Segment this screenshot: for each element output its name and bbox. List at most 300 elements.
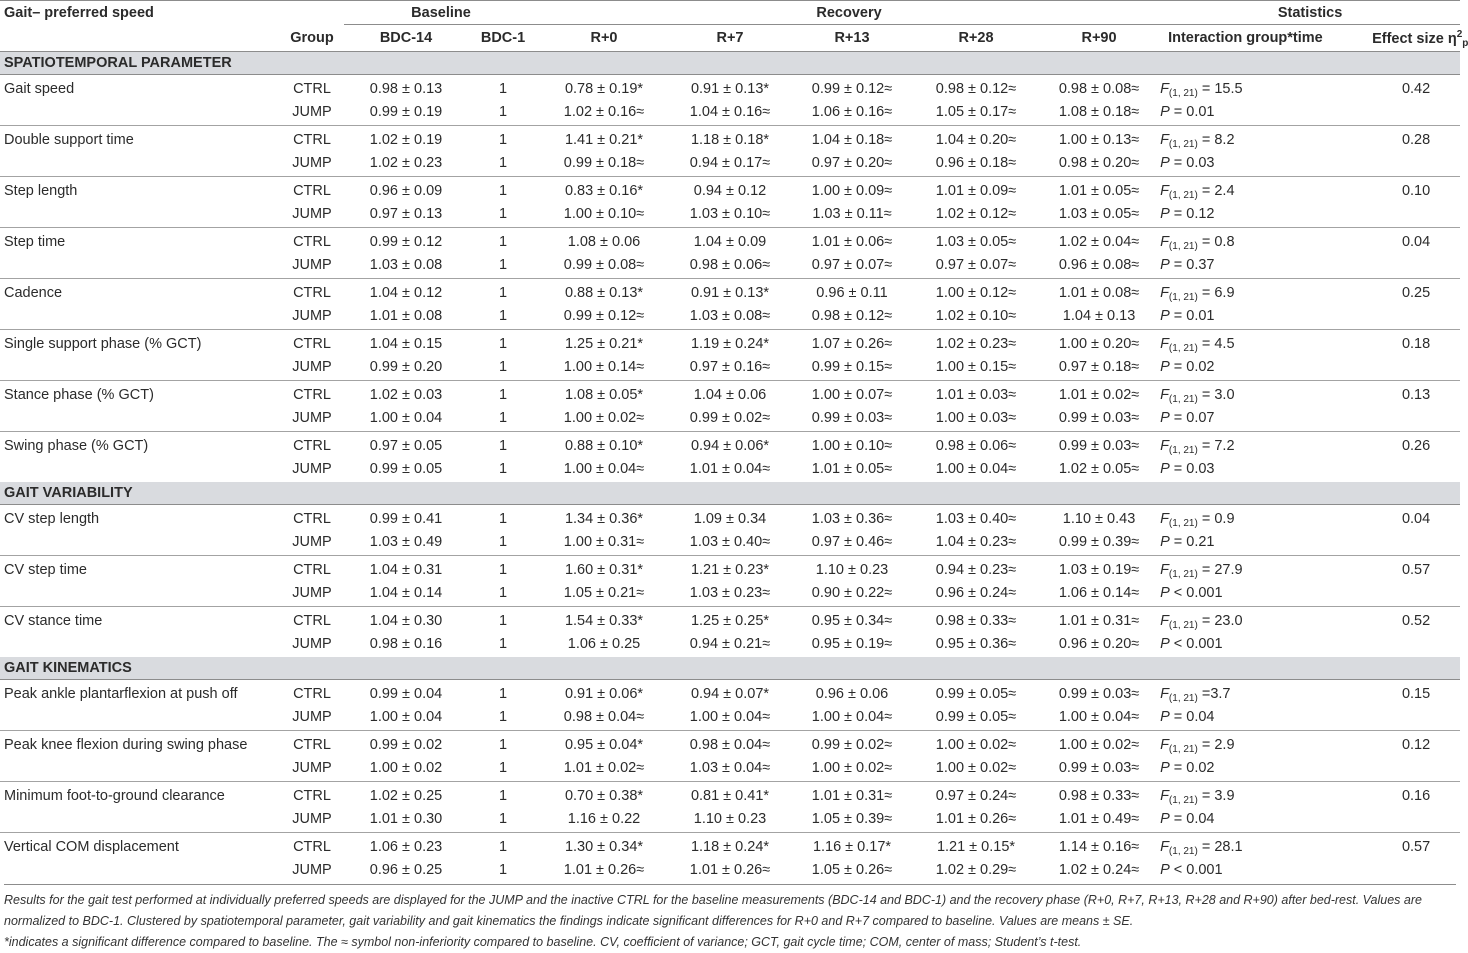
p-value: P < 0.001	[1160, 635, 1223, 652]
value-cell: 0.94 ± 0.07*	[690, 685, 770, 702]
value-cell: 1	[468, 406, 538, 432]
value-cell: 0.94 ± 0.17≈	[670, 151, 790, 177]
value-cell: 1.00 ± 0.15≈	[914, 355, 1038, 381]
value-cell: 1.04 ± 0.16≈	[670, 100, 790, 126]
group-cell: CTRL	[293, 131, 331, 148]
value-cell: 0.96 ± 0.25	[369, 861, 443, 878]
value-cell: 1.00 ± 0.03≈	[914, 406, 1038, 432]
value-cell: 0.99 ± 0.03≈	[790, 406, 914, 432]
effect-size-value: 0.15	[1401, 685, 1431, 702]
value-cell: 1.08 ± 0.05*	[564, 386, 644, 403]
value-cell: 0.98 ± 0.06≈	[670, 253, 790, 279]
value-cell: 1.08 ± 0.06	[567, 233, 641, 250]
value-cell: 1.02 ± 0.23	[344, 151, 468, 177]
p-value: P = 0.07	[1160, 406, 1372, 432]
table-title: Gait– preferred speed	[4, 4, 154, 21]
group-cell: JUMP	[280, 530, 344, 556]
value-cell: 1	[468, 100, 538, 126]
value-cell: 1.01 ± 0.03≈	[935, 386, 1017, 403]
value-cell: 1	[468, 530, 538, 556]
effect-size-value: 0.28	[1401, 131, 1431, 148]
col-interaction: Interaction group*time	[1160, 25, 1372, 52]
value-cell: 0.98 ± 0.12≈	[935, 80, 1017, 97]
value-cell: 1	[468, 581, 538, 607]
value-cell: 0.94 ± 0.06*	[690, 437, 770, 454]
value-cell: 1.00 ± 0.04≈	[670, 705, 790, 731]
value-cell: 0.98 ± 0.13	[369, 80, 443, 97]
value-cell: 1.02 ± 0.24≈	[1058, 861, 1140, 878]
value-cell: 1.03 ± 0.08≈	[670, 304, 790, 330]
value-cell: 1.04 ± 0.14	[344, 581, 468, 607]
p-value: P < 0.001	[1160, 861, 1223, 878]
value-cell: 0.99 ± 0.05	[369, 460, 443, 477]
table-row	[0, 330, 1460, 356]
table-row	[0, 228, 1460, 254]
table-row	[0, 253, 1460, 279]
table-row	[0, 756, 1460, 782]
value-cell: 0.97 ± 0.46≈	[790, 530, 914, 556]
group-cell: CTRL	[293, 838, 331, 855]
value-cell: 1.00 ± 0.04≈	[790, 705, 914, 731]
group-cell: CTRL	[293, 233, 331, 250]
value-cell: 1	[498, 635, 508, 652]
p-value: P < 0.001	[1160, 581, 1372, 607]
value-cell: 0.99 ± 0.12	[369, 233, 443, 250]
value-cell: 1.02 ± 0.23≈	[935, 335, 1017, 352]
effect-size-value: 0.04	[1401, 510, 1431, 527]
value-cell: 0.88 ± 0.10*	[564, 437, 644, 454]
effect-size-value: 0.25	[1401, 284, 1431, 301]
table-row	[0, 705, 1460, 731]
value-cell: 1.04 ± 0.23≈	[914, 530, 1038, 556]
f-statistic: $F_{(1, 21)} = 15.5$	[1160, 80, 1243, 99]
footnote-legend: *indicates a significant difference compared to baseline. The ≈ symbol non-inferiority compared to baseline. CV, coefficient of variance; GCT, gait cycle time; COM, center of mass; Student’s t-test.	[4, 935, 1082, 949]
value-cell: 1.00 ± 0.07≈	[811, 386, 893, 403]
value-cell: 1.01 ± 0.05≈	[811, 460, 893, 477]
group-cell: JUMP	[280, 253, 344, 279]
value-cell: 1.30 ± 0.34*	[564, 838, 644, 855]
value-cell: 1.00 ± 0.20≈	[1058, 335, 1140, 352]
value-cell: 1.00 ± 0.31≈	[538, 530, 670, 556]
value-cell: 1.34 ± 0.36*	[564, 510, 644, 527]
f-statistic: $F_{(1, 21)} = 3.0$	[1160, 386, 1235, 405]
p-value: P = 0.02	[1160, 756, 1372, 782]
f-statistic: $F_{(1, 21)} = 2.4$	[1160, 182, 1235, 201]
effect-size-label: Effect size	[1372, 30, 1444, 47]
group-cell: JUMP	[280, 756, 344, 782]
value-cell: 1.00 ± 0.02≈	[1058, 736, 1140, 753]
value-cell: 1.00 ± 0.04≈	[563, 460, 645, 477]
value-cell: 1	[498, 335, 508, 352]
value-cell: 1.02 ± 0.29≈	[935, 861, 1017, 878]
value-cell: 0.94 ± 0.12	[693, 182, 767, 199]
table-row	[0, 151, 1460, 177]
value-cell: 1.01 ± 0.02≈	[1058, 386, 1140, 403]
group-cell: CTRL	[293, 612, 331, 629]
value-cell: 1.21 ± 0.23*	[690, 561, 770, 578]
value-cell: 1.00 ± 0.13≈	[1058, 131, 1140, 148]
table-row	[0, 381, 1460, 407]
group-cell: JUMP	[280, 807, 344, 833]
value-cell: 0.95 ± 0.36≈	[935, 635, 1017, 652]
f-statistic: $F_{(1, 21)} = 23.0$	[1160, 612, 1243, 631]
effect-size-value: 0.18	[1401, 335, 1431, 352]
value-cell: 1.54 ± 0.33*	[564, 612, 644, 629]
section-title: SPATIOTEMPORAL PARAMETER	[0, 52, 1460, 75]
eta-squared-symbol: $\eta^2_p$	[1447, 29, 1468, 49]
value-cell: 1	[498, 685, 508, 702]
table-row	[0, 100, 1460, 126]
value-cell: 0.99 ± 0.03≈	[1058, 437, 1140, 454]
parameter-name: Step length	[4, 182, 78, 199]
parameter-name: Step time	[4, 233, 66, 250]
value-cell: 0.99 ± 0.03≈	[1038, 756, 1160, 782]
parameter-name: Peak ankle plantarflexion at push off	[4, 685, 238, 702]
parameter-name: Gait speed	[4, 80, 75, 97]
table-row	[0, 505, 1460, 531]
value-cell: 1.02 ± 0.04≈	[1058, 233, 1140, 250]
value-cell: 0.97 ± 0.20≈	[790, 151, 914, 177]
table-row	[0, 731, 1460, 757]
value-cell: 1	[498, 284, 508, 301]
table-row	[0, 680, 1460, 706]
value-cell: 1.14 ± 0.16≈	[1058, 838, 1140, 855]
value-cell: 0.91 ± 0.06*	[564, 685, 644, 702]
effect-size-value: 0.52	[1401, 612, 1431, 629]
value-cell: 1.04 ± 0.31	[369, 561, 443, 578]
group-cell: CTRL	[293, 386, 331, 403]
section-row	[0, 657, 1460, 680]
value-cell: 0.99 ± 0.03≈	[1058, 685, 1140, 702]
table-row	[0, 858, 1460, 883]
value-cell: 0.96 ± 0.18≈	[914, 151, 1038, 177]
table-row	[0, 807, 1460, 833]
value-cell: 1.05 ± 0.26≈	[811, 861, 893, 878]
section-row	[0, 482, 1460, 505]
value-cell: 1.00 ± 0.14≈	[538, 355, 670, 381]
table-row	[0, 304, 1460, 330]
value-cell: 1.05 ± 0.17≈	[914, 100, 1038, 126]
value-cell: 1	[498, 838, 508, 855]
value-cell: 1.00 ± 0.04	[344, 406, 468, 432]
value-cell: 0.99 ± 0.02≈	[811, 736, 893, 753]
value-cell: 1.03 ± 0.49	[344, 530, 468, 556]
group-cell: CTRL	[293, 561, 331, 578]
value-cell: 1.00 ± 0.04≈	[1038, 705, 1160, 731]
f-statistic: $F_{(1, 21)} = 7.2$	[1160, 437, 1235, 456]
value-cell: 1.02 ± 0.05≈	[1058, 460, 1140, 477]
value-cell: 1	[498, 386, 508, 403]
value-cell: 0.97 ± 0.07≈	[914, 253, 1038, 279]
value-cell: 0.99 ± 0.18≈	[538, 151, 670, 177]
value-cell: 1.00 ± 0.04≈	[935, 460, 1017, 477]
parameter-name: Single support phase (% GCT)	[4, 335, 202, 352]
p-value: P = 0.21	[1160, 530, 1372, 556]
effect-size-value: 0.57	[1401, 838, 1431, 855]
value-cell: 0.97 ± 0.16≈	[670, 355, 790, 381]
value-cell: 0.97 ± 0.13	[344, 202, 468, 228]
value-cell: 1	[498, 182, 508, 199]
value-cell: 0.99 ± 0.08≈	[538, 253, 670, 279]
effect-size-value: 0.42	[1401, 80, 1431, 97]
effect-size-value: 0.04	[1401, 233, 1431, 250]
parameter-name: Swing phase (% GCT)	[4, 437, 149, 454]
value-cell: 0.98 ± 0.33≈	[935, 612, 1017, 629]
table-row	[0, 607, 1460, 633]
value-cell: 1.01 ± 0.26≈	[914, 807, 1038, 833]
table-row	[0, 177, 1460, 203]
value-cell: 1	[468, 807, 538, 833]
value-cell: 1.03 ± 0.19≈	[1058, 561, 1140, 578]
value-cell: 1	[498, 460, 508, 477]
value-cell: 1.16 ± 0.22	[538, 807, 670, 833]
value-cell: 0.97 ± 0.24≈	[935, 787, 1017, 804]
p-value: P = 0.01	[1160, 100, 1372, 126]
value-cell: 1.02 ± 0.12≈	[914, 202, 1038, 228]
value-cell: 1.02 ± 0.10≈	[914, 304, 1038, 330]
value-cell: 1.00 ± 0.12≈	[935, 284, 1017, 301]
group-cell: JUMP	[280, 705, 344, 731]
value-cell: 0.99 ± 0.12≈	[811, 80, 893, 97]
group-cell: JUMP	[292, 861, 332, 878]
parameter-name: CV step time	[4, 561, 87, 578]
f-statistic: $F_{(1, 21)} = 0.8$	[1160, 233, 1235, 252]
value-cell: 0.98 ± 0.12≈	[790, 304, 914, 330]
table-footnote	[4, 884, 1456, 953]
value-cell: 1.18 ± 0.18*	[690, 131, 770, 148]
value-cell: 1	[498, 861, 508, 878]
value-cell: 0.78 ± 0.19*	[564, 80, 644, 97]
table-row	[0, 556, 1460, 582]
value-cell: 1.00 ± 0.09≈	[811, 182, 893, 199]
value-cell: 0.96 ± 0.06	[815, 685, 889, 702]
value-cell: 0.99 ± 0.02≈	[670, 406, 790, 432]
parameter-name: CV step length	[4, 510, 100, 527]
value-cell: 0.98 ± 0.33≈	[1058, 787, 1140, 804]
footnote-text: Results for the gait test performed at individually preferred speeds are displayed for the JUMP and the inactive CTRL for the baseline measurements (BDC-14 and BDC-1) and the recovery phase (R+0, R+7, R+13, R+28 and R+90) after bed-rest. Values are normalized to BDC-1. Clustered by spatiotemporal parameter, gait variability and gait kinematics the findings indicate significant differences for R+0 and R+7 compared to baseline. Values are means ± SE.	[4, 893, 1422, 928]
header-row-groups	[0, 1, 1460, 25]
table-row	[0, 126, 1460, 152]
section-row	[0, 52, 1460, 75]
value-cell: 0.99 ± 0.20	[344, 355, 468, 381]
group-cell: CTRL	[293, 284, 331, 301]
value-cell: 1.01 ± 0.04≈	[689, 460, 771, 477]
value-cell: 1.01 ± 0.06≈	[811, 233, 893, 250]
value-cell: 0.99 ± 0.19	[344, 100, 468, 126]
group-cell: JUMP	[280, 406, 344, 432]
value-cell: 0.99 ± 0.04	[369, 685, 443, 702]
col-r0: R+0	[538, 25, 670, 52]
value-cell: 1	[468, 756, 538, 782]
table-row	[0, 632, 1460, 657]
f-statistic: $F_{(1, 21)} = 27.9$	[1160, 561, 1243, 580]
group-cell: JUMP	[280, 202, 344, 228]
value-cell: 1.01 ± 0.31≈	[1058, 612, 1140, 629]
col-r28: R+28	[914, 25, 1038, 52]
value-cell: 0.99 ± 0.12≈	[538, 304, 670, 330]
value-cell: 1.06 ± 0.14≈	[1038, 581, 1160, 607]
value-cell: 1.01 ± 0.08	[344, 304, 468, 330]
value-cell: 1	[498, 787, 508, 804]
value-cell: 1.00 ± 0.10≈	[538, 202, 670, 228]
value-cell: 1.00 ± 0.04	[344, 705, 468, 731]
table-body	[0, 52, 1460, 884]
parameter-name: Stance phase (% GCT)	[4, 386, 154, 403]
value-cell: 1.04 ± 0.12	[369, 284, 443, 301]
value-cell: 1	[498, 233, 508, 250]
value-cell: 1.01 ± 0.49≈	[1038, 807, 1160, 833]
value-cell: 1.03 ± 0.04≈	[670, 756, 790, 782]
value-cell: 1.60 ± 0.31*	[564, 561, 644, 578]
value-cell: 1.10 ± 0.23	[670, 807, 790, 833]
parameter-name: Vertical COM displacement	[4, 838, 179, 855]
table-row	[0, 530, 1460, 556]
col-group: Group	[280, 25, 344, 52]
statistics-header: Statistics	[1160, 1, 1460, 25]
value-cell: 0.83 ± 0.16*	[564, 182, 644, 199]
parameter-name: CV stance time	[4, 612, 103, 629]
f-statistic: $F_{(1, 21)} = 2.9$	[1160, 736, 1235, 755]
value-cell: 0.99 ± 0.15≈	[790, 355, 914, 381]
group-cell: CTRL	[293, 736, 331, 753]
value-cell: 0.98 ± 0.16	[369, 635, 443, 652]
baseline-header: Baseline	[344, 1, 538, 25]
value-cell: 1	[468, 304, 538, 330]
value-cell: 1.02 ± 0.03	[369, 386, 443, 403]
value-cell: 1.00 ± 0.02≈	[538, 406, 670, 432]
value-cell: 1.07 ± 0.26≈	[811, 335, 893, 352]
effect-size-value: 0.57	[1401, 561, 1431, 578]
col-r13: R+13	[790, 25, 914, 52]
group-cell: JUMP	[280, 304, 344, 330]
table-row	[0, 355, 1460, 381]
value-cell: 1.04 ± 0.13	[1038, 304, 1160, 330]
group-cell: JUMP	[280, 100, 344, 126]
p-value: P = 0.03	[1160, 460, 1215, 477]
value-cell: 1.05 ± 0.21≈	[538, 581, 670, 607]
value-cell: 0.95 ± 0.19≈	[811, 635, 893, 652]
value-cell: 1.03 ± 0.11≈	[790, 202, 914, 228]
value-cell: 1.03 ± 0.40≈	[670, 530, 790, 556]
value-cell: 0.99 ± 0.41	[369, 510, 443, 527]
value-cell: 1	[498, 510, 508, 527]
value-cell: 0.88 ± 0.13*	[564, 284, 644, 301]
group-cell: JUMP	[280, 151, 344, 177]
value-cell: 0.70 ± 0.38*	[564, 787, 644, 804]
value-cell: 1.00 ± 0.02≈	[935, 736, 1017, 753]
value-cell: 1.10 ± 0.43	[1062, 510, 1136, 527]
col-r7: R+7	[670, 25, 790, 52]
section-title: GAIT KINEMATICS	[0, 657, 1460, 680]
value-cell: 1.41 ± 0.21*	[564, 131, 644, 148]
value-cell: 1	[498, 736, 508, 753]
parameter-name: Minimum foot-to-ground clearance	[4, 787, 225, 804]
value-cell: 1.04 ± 0.18≈	[811, 131, 893, 148]
value-cell: 1.04 ± 0.15	[369, 335, 443, 352]
f-statistic: $F_{(1, 21)} = 0.9$	[1160, 510, 1235, 529]
p-value: P = 0.12	[1160, 202, 1372, 228]
value-cell: 1.00 ± 0.02≈	[914, 756, 1038, 782]
value-cell: 0.95 ± 0.34≈	[811, 612, 893, 629]
value-cell: 0.98 ± 0.08≈	[1058, 80, 1140, 97]
f-statistic: $F_{(1, 21)} = 6.9$	[1160, 284, 1235, 303]
value-cell: 1.03 ± 0.08	[344, 253, 468, 279]
effect-size-value: 0.13	[1401, 386, 1431, 403]
value-cell: 0.99 ± 0.05≈	[914, 705, 1038, 731]
f-statistic: $F_{(1, 21)} = 8.2$	[1160, 131, 1235, 150]
value-cell: 1.00 ± 0.02≈	[790, 756, 914, 782]
header-row-columns	[0, 25, 1460, 52]
value-cell: 0.95 ± 0.04*	[564, 736, 644, 753]
group-cell: CTRL	[293, 787, 331, 804]
effect-size-value: 0.16	[1401, 787, 1431, 804]
value-cell: 1.01 ± 0.30	[344, 807, 468, 833]
value-cell: 1	[498, 612, 508, 629]
table-row	[0, 406, 1460, 432]
value-cell: 1.03 ± 0.05≈	[1038, 202, 1160, 228]
value-cell: 1	[498, 437, 508, 454]
value-cell: 1.16 ± 0.17*	[812, 838, 892, 855]
p-value: P = 0.01	[1160, 304, 1372, 330]
group-cell: JUMP	[280, 581, 344, 607]
p-value: P = 0.04	[1160, 705, 1372, 731]
f-statistic: $F_{(1, 21)} = 28.1$	[1160, 838, 1243, 857]
value-cell: 0.97 ± 0.18≈	[1038, 355, 1160, 381]
value-cell: 0.99 ± 0.03≈	[1038, 406, 1160, 432]
p-value: P = 0.37	[1160, 253, 1372, 279]
f-statistic: $F_{(1, 21)} = 4.5$	[1160, 335, 1235, 354]
group-cell: JUMP	[292, 460, 332, 477]
value-cell: 1.01 ± 0.31≈	[811, 787, 893, 804]
table-row	[0, 75, 1460, 101]
value-cell: 1.25 ± 0.21*	[564, 335, 644, 352]
table-row	[0, 279, 1460, 305]
group-cell: JUMP	[280, 355, 344, 381]
group-cell: CTRL	[293, 685, 331, 702]
value-cell: 0.91 ± 0.13*	[690, 80, 770, 97]
col-effect-size	[1372, 25, 1468, 52]
value-cell: 0.90 ± 0.22≈	[790, 581, 914, 607]
value-cell: 1.18 ± 0.24*	[690, 838, 770, 855]
p-value: P = 0.03	[1160, 151, 1372, 177]
col-r90: R+90	[1038, 25, 1160, 52]
value-cell: 1.01 ± 0.26≈	[563, 861, 645, 878]
value-cell: 1.05 ± 0.39≈	[790, 807, 914, 833]
value-cell: 1.03 ± 0.10≈	[670, 202, 790, 228]
value-cell: 1.25 ± 0.25*	[690, 612, 770, 629]
value-cell: 1.03 ± 0.23≈	[670, 581, 790, 607]
value-cell: 0.98 ± 0.06≈	[935, 437, 1017, 454]
group-cell: CTRL	[293, 437, 331, 454]
value-cell: 1.01 ± 0.09≈	[935, 182, 1017, 199]
value-cell: 0.94 ± 0.21≈	[689, 635, 771, 652]
value-cell: 1.06 ± 0.23	[369, 838, 443, 855]
effect-size-value: 0.26	[1401, 437, 1431, 454]
value-cell: 1.04 ± 0.06	[693, 386, 767, 403]
value-cell: 1.09 ± 0.34	[693, 510, 767, 527]
table-row	[0, 782, 1460, 808]
f-statistic: $F_{(1, 21)} = 3.9$	[1160, 787, 1235, 806]
value-cell: 1.03 ± 0.05≈	[935, 233, 1017, 250]
group-cell: JUMP	[292, 635, 332, 652]
table-row	[0, 833, 1460, 859]
group-cell: CTRL	[293, 335, 331, 352]
value-cell: 0.96 ± 0.09	[369, 182, 443, 199]
value-cell: 1.19 ± 0.24*	[690, 335, 770, 352]
value-cell: 1	[498, 131, 508, 148]
table-row	[0, 202, 1460, 228]
value-cell: 1.21 ± 0.15*	[936, 838, 1016, 855]
